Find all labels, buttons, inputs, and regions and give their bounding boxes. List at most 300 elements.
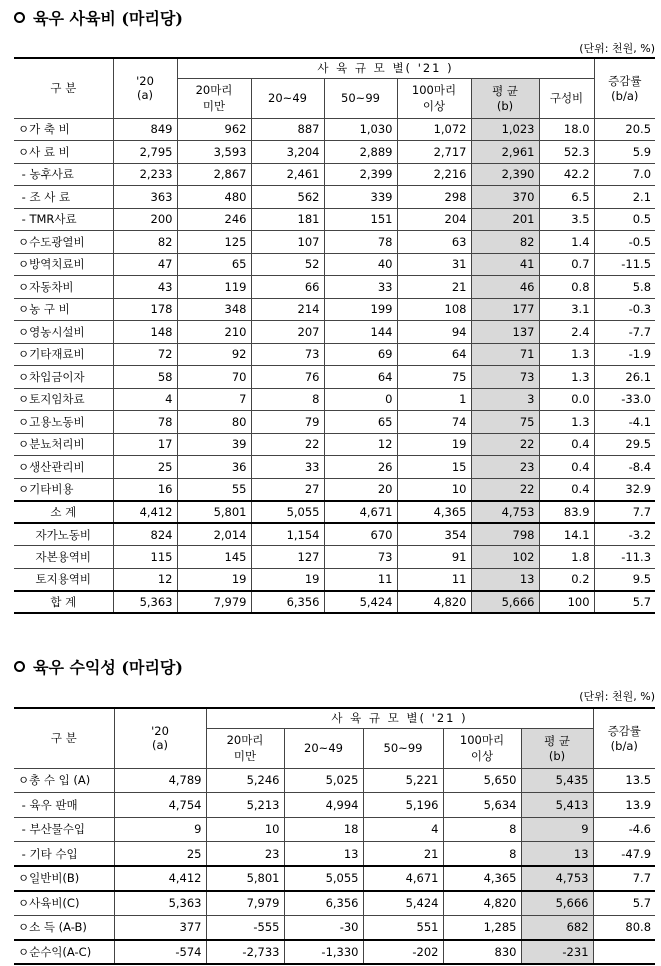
table-cell: 27	[251, 478, 324, 501]
table-row	[14, 298, 655, 321]
table-cell: 16	[113, 478, 177, 501]
table-cell: 887	[251, 118, 324, 141]
table-cell: -0.5	[594, 231, 655, 254]
table-cell: 830	[443, 940, 521, 965]
section2-unit: (단위: 천원, %)	[579, 690, 655, 703]
table-cell: 2,889	[324, 141, 397, 164]
row-label: ㅇ방역치료비	[14, 253, 113, 276]
table-row	[14, 891, 655, 916]
table-cell: 2.1	[594, 186, 655, 209]
table-cell: 4,754	[114, 793, 206, 818]
table-cell: 82	[471, 231, 539, 254]
table-cell: 58	[113, 366, 177, 389]
circle-bullet-icon	[14, 12, 25, 23]
table-cell: 42.2	[539, 163, 594, 186]
table-cell: 31	[397, 253, 471, 276]
table-cell: 1,072	[397, 118, 471, 141]
table-cell: 4,412	[114, 866, 206, 891]
table-cell: 22	[471, 433, 539, 456]
table-cell: 125	[177, 231, 251, 254]
row-label: ㅇ사육비(C)	[14, 891, 114, 916]
row-label: ㅇ가 축 비	[14, 118, 113, 141]
table-cell: 348	[177, 298, 251, 321]
table-row	[14, 940, 655, 965]
table-cell: 0.4	[539, 456, 594, 479]
table-cell: 13	[521, 842, 593, 867]
table-cell: 18.0	[539, 118, 594, 141]
table-cell: 201	[471, 208, 539, 231]
table-cell: 551	[363, 915, 443, 940]
table-cell: 181	[251, 208, 324, 231]
table-cell: 43	[113, 276, 177, 299]
table-cell: 55	[177, 478, 251, 501]
table-cell: 7.7	[593, 866, 655, 891]
table-cell: 9	[114, 817, 206, 842]
table-row	[14, 793, 655, 818]
table-cell: -11.3	[594, 546, 655, 569]
table-row	[14, 208, 655, 231]
table-cell: 1,285	[443, 915, 521, 940]
table-cell: -202	[363, 940, 443, 965]
table-cell: 5,213	[206, 793, 284, 818]
table-cell: 0	[324, 388, 397, 411]
row-label: - 부산물수입	[14, 817, 114, 842]
table-cell: 15	[397, 456, 471, 479]
header-col-5: 구성비	[539, 78, 594, 118]
table-cell: 22	[471, 478, 539, 501]
table-cell: 370	[471, 186, 539, 209]
table-cell: 75	[397, 366, 471, 389]
table-cell: 562	[251, 186, 324, 209]
table-cell: 480	[177, 186, 251, 209]
table-row	[14, 478, 655, 501]
row-label: ㅇ수도광열비	[14, 231, 113, 254]
table-row	[14, 501, 655, 524]
table-cell: 5.7	[594, 591, 655, 614]
table-cell: -1.9	[594, 343, 655, 366]
table-cell: 13	[284, 842, 363, 867]
table-cell: 36	[177, 456, 251, 479]
table-cell: 52	[251, 253, 324, 276]
table-cell: 65	[177, 253, 251, 276]
table-cell: 1,154	[251, 523, 324, 546]
table-cell: 20.5	[594, 118, 655, 141]
table-cell: 73	[251, 343, 324, 366]
table-cell: 3,204	[251, 141, 324, 164]
table-cell: 64	[324, 366, 397, 389]
table-cell: 19	[251, 568, 324, 591]
table-cell: 32.9	[594, 478, 655, 501]
table-cell: 25	[113, 456, 177, 479]
table-cell: 5,025	[284, 768, 363, 793]
table-cell: 1	[397, 388, 471, 411]
table-cell: 5,055	[284, 866, 363, 891]
header-col-0: 20마리 미만	[177, 78, 251, 118]
table-cell: 4,365	[397, 501, 471, 524]
table-cell: 3	[471, 388, 539, 411]
table-cell: 46	[471, 276, 539, 299]
table-cell: 76	[251, 366, 324, 389]
table-cell: 4,412	[113, 501, 177, 524]
table-cell: 377	[114, 915, 206, 940]
table-row	[14, 366, 655, 389]
table-row	[14, 276, 655, 299]
table-cell: 74	[397, 411, 471, 434]
table-cell: 14.1	[539, 523, 594, 546]
table-cell: 2,014	[177, 523, 251, 546]
table-cell: 26	[324, 456, 397, 479]
table-cell: 4,671	[363, 866, 443, 891]
row-label: - TMR사료	[14, 208, 113, 231]
table-cell: 6,356	[284, 891, 363, 916]
table-cell: 66	[251, 276, 324, 299]
table-cell: 69	[324, 343, 397, 366]
table-cell: -0.3	[594, 298, 655, 321]
table-cell: 13.5	[593, 768, 655, 793]
table-cell: 91	[397, 546, 471, 569]
table-cell: 13	[471, 568, 539, 591]
row-label: ㅇ순수익(A-C)	[14, 940, 114, 965]
row-label: ㅇ생산관리비	[14, 456, 113, 479]
header-col-4: 평 균 (b)	[471, 78, 539, 118]
table-cell: 19	[177, 568, 251, 591]
table-cell: 80.8	[593, 915, 655, 940]
table-cell: 354	[397, 523, 471, 546]
row-label: ㅇ분뇨처리비	[14, 433, 113, 456]
table-cell: 2,399	[324, 163, 397, 186]
table-cell: 3,593	[177, 141, 251, 164]
table-row	[14, 411, 655, 434]
row-label: 토지용역비	[14, 568, 113, 591]
table-cell: 18	[284, 817, 363, 842]
row-label: ㅇ사 료 비	[14, 141, 113, 164]
table-cell: 78	[324, 231, 397, 254]
table-cell: 8	[443, 817, 521, 842]
table-cell: 100	[539, 591, 594, 614]
table-cell: 119	[177, 276, 251, 299]
table-cell: 79	[251, 411, 324, 434]
header-col-0: 20마리 미만	[206, 728, 284, 768]
table-cell: 13.9	[593, 793, 655, 818]
table-cell: 5,363	[113, 591, 177, 614]
table-cell: 962	[177, 118, 251, 141]
table-row	[14, 842, 655, 867]
row-label: ㅇ차입금이자	[14, 366, 113, 389]
table-cell: 4,820	[397, 591, 471, 614]
table-cell: 1.8	[539, 546, 594, 569]
table-cell: 102	[471, 546, 539, 569]
row-label: 자본용역비	[14, 546, 113, 569]
row-label: - 농후사료	[14, 163, 113, 186]
table-cell: 5,801	[206, 866, 284, 891]
table-cell: 214	[251, 298, 324, 321]
table-cell: 9.5	[594, 568, 655, 591]
table-cell: 5,435	[521, 768, 593, 793]
table-cell: 94	[397, 321, 471, 344]
table-cell: 0.2	[539, 568, 594, 591]
table-cell: 8	[251, 388, 324, 411]
table-row	[14, 591, 655, 614]
table-cell: 5,801	[177, 501, 251, 524]
table-cell: 107	[251, 231, 324, 254]
row-label: - 기타 수입	[14, 842, 114, 867]
table-row	[14, 915, 655, 940]
table-row	[14, 866, 655, 891]
table-cell: -8.4	[594, 456, 655, 479]
table-cell: 210	[177, 321, 251, 344]
table-cell: 0.7	[539, 253, 594, 276]
table-cell: 4,671	[324, 501, 397, 524]
table-cell: 64	[397, 343, 471, 366]
table-cell: 33	[251, 456, 324, 479]
table-cell: 298	[397, 186, 471, 209]
table-row	[14, 817, 655, 842]
table-cell: 2,461	[251, 163, 324, 186]
table-cell: 21	[363, 842, 443, 867]
table-cell: 5,424	[324, 591, 397, 614]
table-cell: 12	[324, 433, 397, 456]
header-category: 구 분	[14, 708, 114, 768]
table-cell: 72	[113, 343, 177, 366]
table-cell: 4,994	[284, 793, 363, 818]
table-cell: 73	[324, 546, 397, 569]
table-cell: 5,221	[363, 768, 443, 793]
table-cell: 798	[471, 523, 539, 546]
table-cell: 10	[397, 478, 471, 501]
table-row	[14, 433, 655, 456]
table-row	[14, 546, 655, 569]
row-label: - 육우 판매	[14, 793, 114, 818]
table-cell: 5,666	[521, 891, 593, 916]
table-cell: -11.5	[594, 253, 655, 276]
table-cell: 1.4	[539, 231, 594, 254]
table-cell: -7.7	[594, 321, 655, 344]
table-cell: 21	[397, 276, 471, 299]
row-label: ㅇ농 구 비	[14, 298, 113, 321]
table-cell: 4,753	[521, 866, 593, 891]
table-cell: 2,216	[397, 163, 471, 186]
table-row	[14, 523, 655, 546]
row-label: ㅇ총 수 입 (A)	[14, 768, 114, 793]
table-cell: 40	[324, 253, 397, 276]
table-cell: 2,867	[177, 163, 251, 186]
table-cell: 2.4	[539, 321, 594, 344]
table-cell: 0.4	[539, 478, 594, 501]
table-cell: 41	[471, 253, 539, 276]
table-cell: 137	[471, 321, 539, 344]
table-cell: 19	[397, 433, 471, 456]
table-cell: 73	[471, 366, 539, 389]
table-cell: 148	[113, 321, 177, 344]
header-scale-group: 사 육 규 모 별( '21 )	[177, 58, 594, 78]
table-cell: -4.6	[593, 817, 655, 842]
table-cell	[593, 940, 655, 965]
table-cell: 65	[324, 411, 397, 434]
table-cell: 849	[113, 118, 177, 141]
table-cell: 151	[324, 208, 397, 231]
table-cell: 11	[397, 568, 471, 591]
table-cell: -30	[284, 915, 363, 940]
table-cell: 339	[324, 186, 397, 209]
table-cell: 47	[113, 253, 177, 276]
section1-title: 육우 사육비 (마리당)	[14, 6, 183, 29]
table-cell: -4.1	[594, 411, 655, 434]
table-cell: 682	[521, 915, 593, 940]
table-cell: 7.0	[594, 163, 655, 186]
table-cell: 207	[251, 321, 324, 344]
table-cell: 0.8	[539, 276, 594, 299]
table-cell: 1,030	[324, 118, 397, 141]
row-label: ㅇ고용노동비	[14, 411, 113, 434]
table-cell: 6,356	[251, 591, 324, 614]
table-cell: 199	[324, 298, 397, 321]
table-cell: 5,666	[471, 591, 539, 614]
table-cell: 5,363	[114, 891, 206, 916]
table-cell: 92	[177, 343, 251, 366]
row-label: ㅇ영농시설비	[14, 321, 113, 344]
table-cell: 144	[324, 321, 397, 344]
row-label: 합 계	[14, 591, 113, 614]
cost-table	[14, 57, 655, 614]
table-cell: 1.3	[539, 366, 594, 389]
table-cell: 2,717	[397, 141, 471, 164]
table-cell: 83.9	[539, 501, 594, 524]
table-cell: 7	[177, 388, 251, 411]
table-cell: 204	[397, 208, 471, 231]
table-cell: 25	[114, 842, 206, 867]
table-cell: 71	[471, 343, 539, 366]
table-cell: 0.4	[539, 433, 594, 456]
table-cell: 145	[177, 546, 251, 569]
table-row	[14, 141, 655, 164]
table-cell: -574	[114, 940, 206, 965]
row-label: - 조 사 료	[14, 186, 113, 209]
table-cell: 75	[471, 411, 539, 434]
table-cell: 12	[113, 568, 177, 591]
table-cell: 9	[521, 817, 593, 842]
table-cell: 8	[443, 842, 521, 867]
table-cell: 39	[177, 433, 251, 456]
row-label: 소 계	[14, 501, 113, 524]
table-cell: 246	[177, 208, 251, 231]
table-cell: 2,795	[113, 141, 177, 164]
table-row	[14, 253, 655, 276]
table-cell: 5,424	[363, 891, 443, 916]
table-cell: 5.9	[594, 141, 655, 164]
table-cell: 5,634	[443, 793, 521, 818]
header-col-3: 100마리 이상	[443, 728, 521, 768]
table-row	[14, 321, 655, 344]
table-cell: 1,023	[471, 118, 539, 141]
header-col-1: 20~49	[284, 728, 363, 768]
header-change: 증감률 (b/a)	[594, 58, 655, 118]
header-change: 증감률 (b/a)	[593, 708, 655, 768]
table-cell: 17	[113, 433, 177, 456]
table-row	[14, 388, 655, 411]
table-cell: 3.5	[539, 208, 594, 231]
header-col-1: 20~49	[251, 78, 324, 118]
row-label: ㅇ일반비(B)	[14, 866, 114, 891]
header-category: 구 분	[14, 58, 113, 118]
table-cell: 63	[397, 231, 471, 254]
table-cell: 26.1	[594, 366, 655, 389]
table-cell: 4	[113, 388, 177, 411]
table-cell: 82	[113, 231, 177, 254]
table-cell: 177	[471, 298, 539, 321]
table-row	[14, 768, 655, 793]
table-cell: 5,246	[206, 768, 284, 793]
section2-title: 육우 수익성 (마리당)	[14, 655, 183, 678]
header-col-2: 50~99	[324, 78, 397, 118]
table-cell: -555	[206, 915, 284, 940]
header-2020: '20 (a)	[114, 708, 206, 768]
table-cell: -33.0	[594, 388, 655, 411]
table-cell: 78	[113, 411, 177, 434]
row-label: ㅇ기타비용	[14, 478, 113, 501]
table-cell: 363	[113, 186, 177, 209]
row-label: ㅇ기타재료비	[14, 343, 113, 366]
row-label: ㅇ토지임차료	[14, 388, 113, 411]
table-cell: 670	[324, 523, 397, 546]
table-cell: 178	[113, 298, 177, 321]
table-cell: -231	[521, 940, 593, 965]
table-cell: -47.9	[593, 842, 655, 867]
table-cell: 1.3	[539, 411, 594, 434]
table-cell: 2,390	[471, 163, 539, 186]
table-cell: 52.3	[539, 141, 594, 164]
header-scale-group: 사 육 규 모 별( '21 )	[206, 708, 593, 728]
row-label: ㅇ자동차비	[14, 276, 113, 299]
table-row	[14, 343, 655, 366]
table-cell: 6.5	[539, 186, 594, 209]
table-cell: 22	[251, 433, 324, 456]
table-cell: 0.5	[594, 208, 655, 231]
table-cell: 7.7	[594, 501, 655, 524]
table-cell: 80	[177, 411, 251, 434]
table-cell: 824	[113, 523, 177, 546]
table-cell: 11	[324, 568, 397, 591]
table-cell: 4,753	[471, 501, 539, 524]
table-row	[14, 456, 655, 479]
table-cell: 200	[113, 208, 177, 231]
table-cell: 5,650	[443, 768, 521, 793]
table-cell: 23	[471, 456, 539, 479]
table-row	[14, 163, 655, 186]
row-label: 자가노동비	[14, 523, 113, 546]
table-cell: 4,789	[114, 768, 206, 793]
table-cell: 5,413	[521, 793, 593, 818]
table-cell: 29.5	[594, 433, 655, 456]
header-col-3: 100마리 이상	[397, 78, 471, 118]
profitability-table	[14, 707, 655, 965]
table-cell: 7,979	[177, 591, 251, 614]
table-cell: 5,196	[363, 793, 443, 818]
table-cell: 20	[324, 478, 397, 501]
table-row	[14, 568, 655, 591]
table-cell: 5.7	[593, 891, 655, 916]
table-cell: 4,820	[443, 891, 521, 916]
table-cell: 127	[251, 546, 324, 569]
table-cell: 115	[113, 546, 177, 569]
table-cell: 33	[324, 276, 397, 299]
header-2020: '20 (a)	[113, 58, 177, 118]
table-cell: 5.8	[594, 276, 655, 299]
table-row	[14, 231, 655, 254]
header-col-4: 평 균 (b)	[521, 728, 593, 768]
table-cell: 7,979	[206, 891, 284, 916]
section1-unit: (단위: 천원, %)	[579, 42, 655, 55]
table-row	[14, 118, 655, 141]
